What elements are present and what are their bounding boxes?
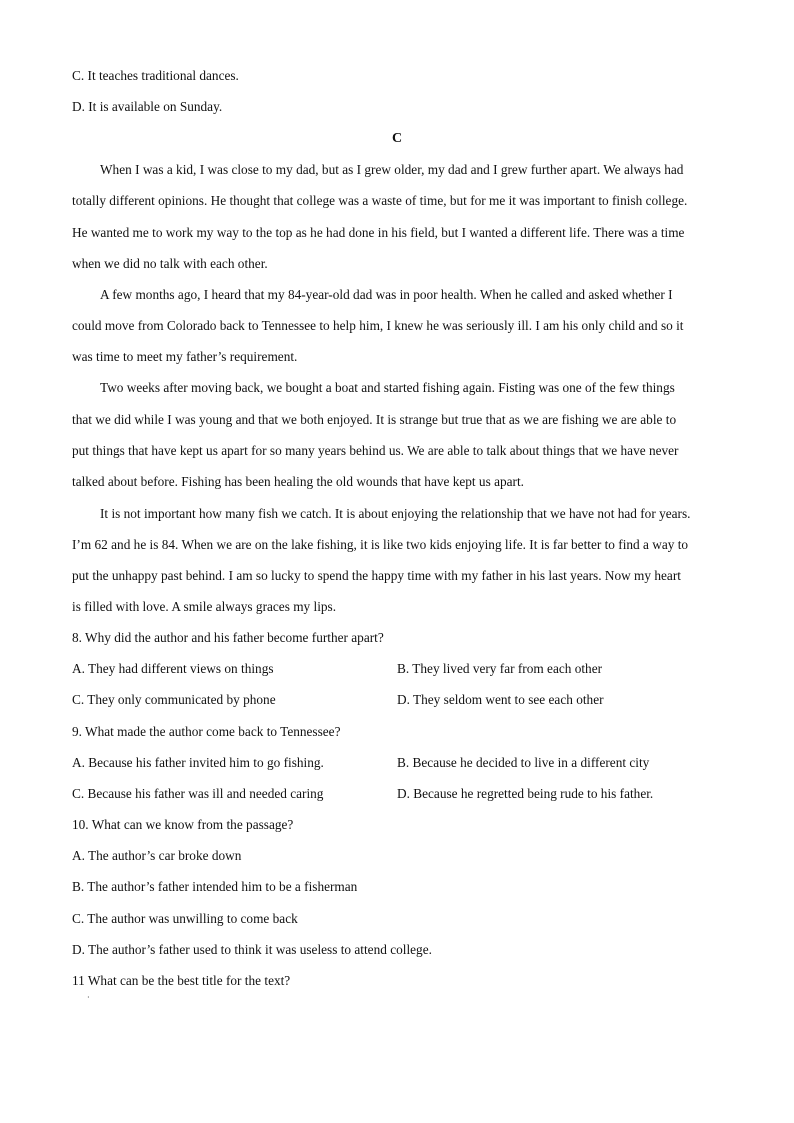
question-9-option-a: A. Because his father invited him to go fishing. [72, 755, 324, 770]
question-9-stem: 9. What made the author come back to Tennessee? [72, 724, 341, 739]
passage-line: that we did while I was young and that we both enjoyed. It is strange but true that as we are fishing we are able to [72, 412, 677, 427]
passage-line: When I was a kid, I was close to my dad, but as I grew older, my dad and I grew further apart. We always had [100, 162, 684, 177]
passage-line: I’m 62 and he is 84. When we are on the lake fishing, it is like two kids enjoying life. It is far better to find a way to [72, 537, 689, 552]
question-8-option-b: B. They lived very far from each other [397, 661, 603, 676]
passage-line: A few months ago, I heard that my 84-year-old dad was in poor health. When he called and asked whether I [100, 287, 673, 302]
question-8-option-a: A. They had different views on things [72, 661, 274, 676]
question-8-stem: 8. Why did the author and his father become further apart? [72, 630, 384, 645]
passage-line: Two weeks after moving back, we bought a boat and started fishing again. Fisting was one of the few things [100, 380, 675, 395]
prev-option-d: D. It is available on Sunday. [72, 99, 223, 114]
question-10-option-c: C. The author was unwilling to come back [72, 911, 298, 926]
question-8-option-c: C. They only communicated by phone [72, 692, 276, 707]
question-9-option-c: C. Because his father was ill and needed caring [72, 786, 324, 801]
passage-line: could move from Colorado back to Tennessee to help him, I knew he was seriously ill. I am his only child and so it [72, 318, 684, 333]
stray-mark: · [87, 993, 90, 1002]
question-9-option-d: D. Because he regretted being rude to his father. [397, 786, 654, 801]
passage-line: when we did no talk with each other. [72, 256, 268, 271]
passage-line: He wanted me to work my way to the top as he had done in his field, but I wanted a different life. There was a time [72, 225, 685, 240]
section-heading: C [391, 131, 403, 146]
prev-option-c: C. It teaches traditional dances. [72, 68, 239, 83]
question-8-option-d: D. They seldom went to see each other [397, 692, 604, 707]
question-10-option-d: D. The author’s father used to think it was useless to attend college. [72, 942, 432, 957]
question-9-option-b: B. Because he decided to live in a different city [397, 755, 650, 770]
passage-line: put the unhappy past behind. I am so lucky to spend the happy time with my father in his last years. Now my heart [72, 568, 681, 583]
passage-line: totally different opinions. He thought that college was a waste of time, but for me it was important to finish college. [72, 193, 688, 208]
question-10-option-a: A. The author’s car broke down [72, 848, 242, 863]
passage-line: It is not important how many fish we catch. It is about enjoying the relationship that we have not had for years. [100, 506, 691, 521]
question-10-stem: 10. What can we know from the passage? [72, 817, 294, 832]
question-10-option-b: B. The author’s father intended him to be a fisherman [72, 879, 358, 894]
passage-line: is filled with love. A smile always graces my lips. [72, 599, 337, 614]
passage-line: talked about before. Fishing has been healing the old wounds that have kept us apart. [72, 474, 524, 489]
passage-line: put things that have kept us apart for so many years behind us. We are able to talk about things that we have never [72, 443, 679, 458]
question-11-stem: 11 What can be the best title for the text? [72, 973, 291, 988]
passage-line: was time to meet my father’s requirement. [72, 349, 298, 364]
